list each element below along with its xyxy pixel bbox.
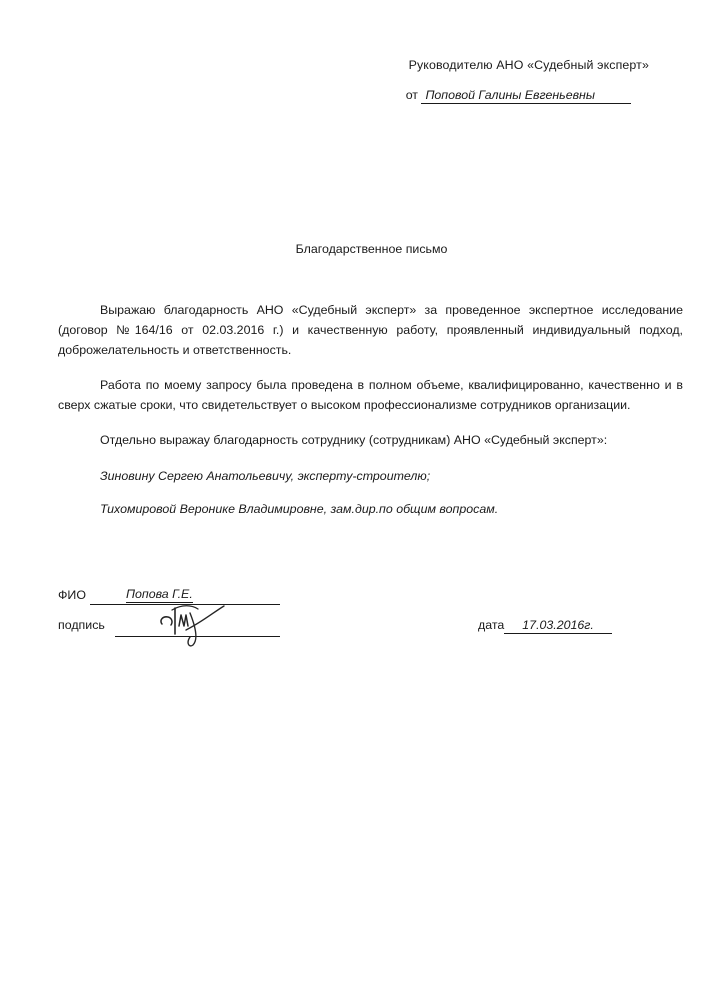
signature-label: подпись (58, 618, 105, 632)
fio-label: ФИО (58, 588, 86, 602)
body-paragraph-1: Выражаю благодарность АНО «Судебный эксперт» за проведенное экспертное исследование (договор №164/16 от 02.03.2016 г.) и качественную работу, проявленный индивидуальный подход, доброжелательность и ответственность. (58, 303, 683, 358)
signature-block (58, 588, 658, 648)
fio-value: Попова Г.Е. (126, 587, 193, 601)
date-underline-tail (596, 620, 612, 634)
staff-name-line-2: Тихомировой Веронике Владимировне, зам.дир.по общим вопросам. (100, 501, 499, 516)
from-line (0, 88, 705, 104)
date-row (478, 618, 612, 634)
date-label: дата (478, 618, 505, 632)
body-paragraph-2: Работа по моему запросу была проведена в полном объеме, квалифицированно, качественно и в сверх сжатые сроки, что свидетельствует о высоком профессионализме сотрудников организации. (58, 378, 683, 413)
date-underline-lead (504, 620, 514, 634)
date-value: 17.03.2016г. (514, 618, 596, 634)
from-underline-tail (597, 90, 631, 104)
signature-rule (115, 636, 280, 637)
staff-intro-paragraph: Отдельно выражау благодарность сотруднику (сотрудникам) АНО «Судебный эксперт»: (100, 433, 608, 448)
addressee-line: Руководителю АНО «Судебный эксперт» (408, 58, 649, 72)
from-label: от (405, 88, 418, 102)
letter-body (58, 300, 683, 532)
from-name-value: Поповой Галины Евгеньевны (421, 88, 597, 104)
document-title: Благодарственное письмо (295, 242, 448, 256)
fio-row (58, 588, 658, 618)
fio-rule (90, 604, 280, 605)
staff-name-line-1: Зиновину Сергею Анатольевичу, эксперту-строителю; (100, 468, 431, 483)
addressee-block (0, 58, 705, 104)
